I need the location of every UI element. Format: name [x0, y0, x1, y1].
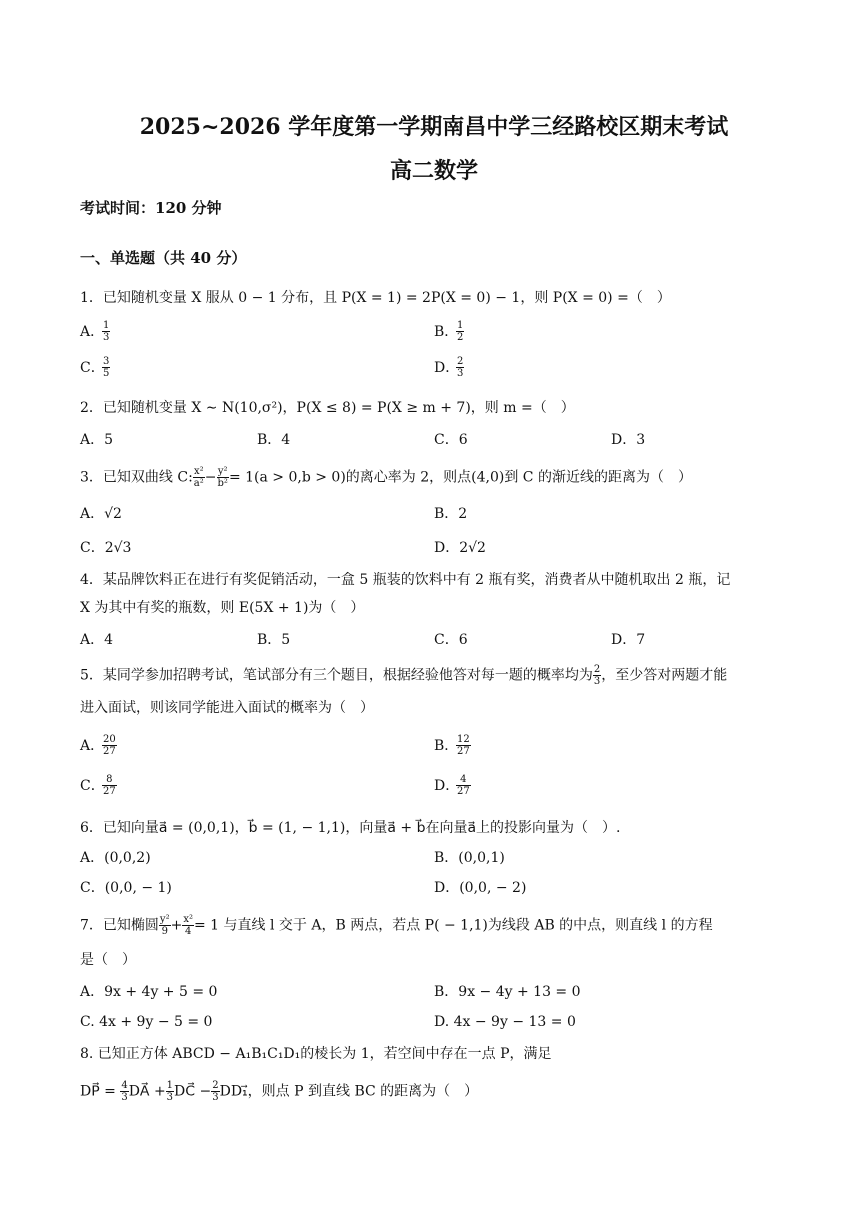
- q6-option-a: A．(0,0,2): [80, 850, 151, 866]
- q2-option-b: B．4: [257, 432, 291, 448]
- q6-option-c: C．(0,0, − 1): [80, 880, 172, 896]
- q3-option-a: A．√2: [80, 506, 122, 522]
- question-5-stem-line1: 5．某同学参加招聘考试，笔试部分有三个题目，根据经验他答对每一题的概率均为 $\frac{2}{3}$ ，至少答对两题才能: [80, 664, 728, 687]
- question-6-stem: 6．已知向量a⃗ = (0,0,1)，b⃗ = (1, − 1,1)，向量a⃗ + b⃗在向量a⃗上的投影向量为（ ）.: [80, 820, 621, 836]
- question-2-stem: 2．已知随机变量 X ∼ N(10,σ²)，P(X ≤ 8) = P(X ≥ m + 7)，则 m =（ ）: [80, 400, 575, 416]
- q4-option-b: B．5: [257, 632, 291, 648]
- exam-title: 2025~2026 学年度第一学期南昌中学三经路校区期末考试: [139, 114, 729, 140]
- q3-option-c: C．2√3: [80, 540, 132, 556]
- q1-option-d: D． $\frac{2}{3}$: [434, 356, 464, 379]
- q6-option-d: D．(0,0, − 2): [434, 880, 527, 896]
- q6-option-b: B．(0,0,1): [434, 850, 505, 866]
- q2-option-a: A．5: [80, 432, 114, 448]
- q7-option-a: A．9x + 4y + 5 = 0: [80, 984, 218, 1000]
- q5-option-d: D． $\frac{4}{27}$: [434, 774, 470, 797]
- q5-option-c: C． $\frac{8}{27}$: [80, 774, 116, 797]
- q1-option-b: B． $\frac{1}{2}$: [434, 320, 464, 343]
- q4-option-c: C．6: [434, 632, 468, 648]
- q7-option-d: D. 4x − 9y − 13 = 0: [434, 1014, 576, 1030]
- question-7-stem-line1: 7．已知椭圆 $\frac{\text{y²}}{9}$ + $\frac{\text{x²}}{4}$ = 1 与直线 l 交于 A，B 两点，若点 P( − 1,1)为线段 AB 的中点，则直线 l 的方程: [80, 914, 713, 937]
- section-title: 一、单选题（共 40 分）: [80, 249, 247, 267]
- q1-option-c: C． $\frac{3}{5}$: [80, 356, 110, 379]
- question-4-stem-line1: 4．某品牌饮料正在进行有奖促销活动，一盒 5 瓶装的饮料中有 2 瓶有奖，消费者从中随机取出 2 瓶，记: [80, 572, 731, 588]
- question-8-stem-line1: 8. 已知正方体 ABCD − A₁B₁C₁D₁的棱长为 1，若空间中存在一点 P，满足: [80, 1046, 552, 1062]
- q2-option-c: C．6: [434, 432, 468, 448]
- q1-option-a: A． $\frac{1}{3}$: [80, 320, 110, 343]
- q7-option-b: B．9x − 4y + 13 = 0: [434, 984, 581, 1000]
- q4-option-a: A．4: [80, 632, 114, 648]
- question-5-stem-line2: 进入面试，则该同学能进入面试的概率为（ ）: [80, 700, 374, 716]
- question-4-stem-line2: X 为其中有奖的瓶数，则 E(5X + 1)为（ ）: [80, 600, 365, 616]
- q3-option-b: B．2: [434, 506, 468, 522]
- q3-option-d: D．2√2: [434, 540, 486, 556]
- question-3-stem: 3．已知双曲线 C: $\frac{\text{x²}}{\text{a²}}$ − $\frac{\text{y²}}{\text{b²}}$ = 1(a > 0,b > 0)的离心率为 2，则点(4,0)到 C 的渐近线的距离为（ ）: [80, 466, 692, 489]
- question-8-stem-line2: DP⃗ = $\frac{4}{3}$ DA⃗ + $\frac{1}{3}$ DC⃗ − $\frac{2}{3}$ DD₁⃗，则点 P 到直线 BC 的距离为（ ）: [80, 1080, 479, 1103]
- question-7-stem-line2: 是（ ）: [80, 952, 136, 968]
- question-1-stem: 1．已知随机变量 X 服从 0 − 1 分布，且 P(X = 1) = 2P(X = 0) − 1，则 P(X = 0) =（ ）: [80, 290, 671, 306]
- q5-option-b: B． $\frac{12}{27}$: [434, 734, 470, 757]
- q7-option-c: C. 4x + 9y − 5 = 0: [80, 1014, 213, 1030]
- exam-time: 考试时间：120 分钟: [80, 199, 222, 217]
- q4-option-d: D．7: [611, 632, 646, 648]
- q5-option-a: A． $\frac{20}{27}$: [80, 734, 116, 757]
- subject-title: 高二数学: [389, 158, 478, 184]
- q2-option-d: D．3: [611, 432, 646, 448]
